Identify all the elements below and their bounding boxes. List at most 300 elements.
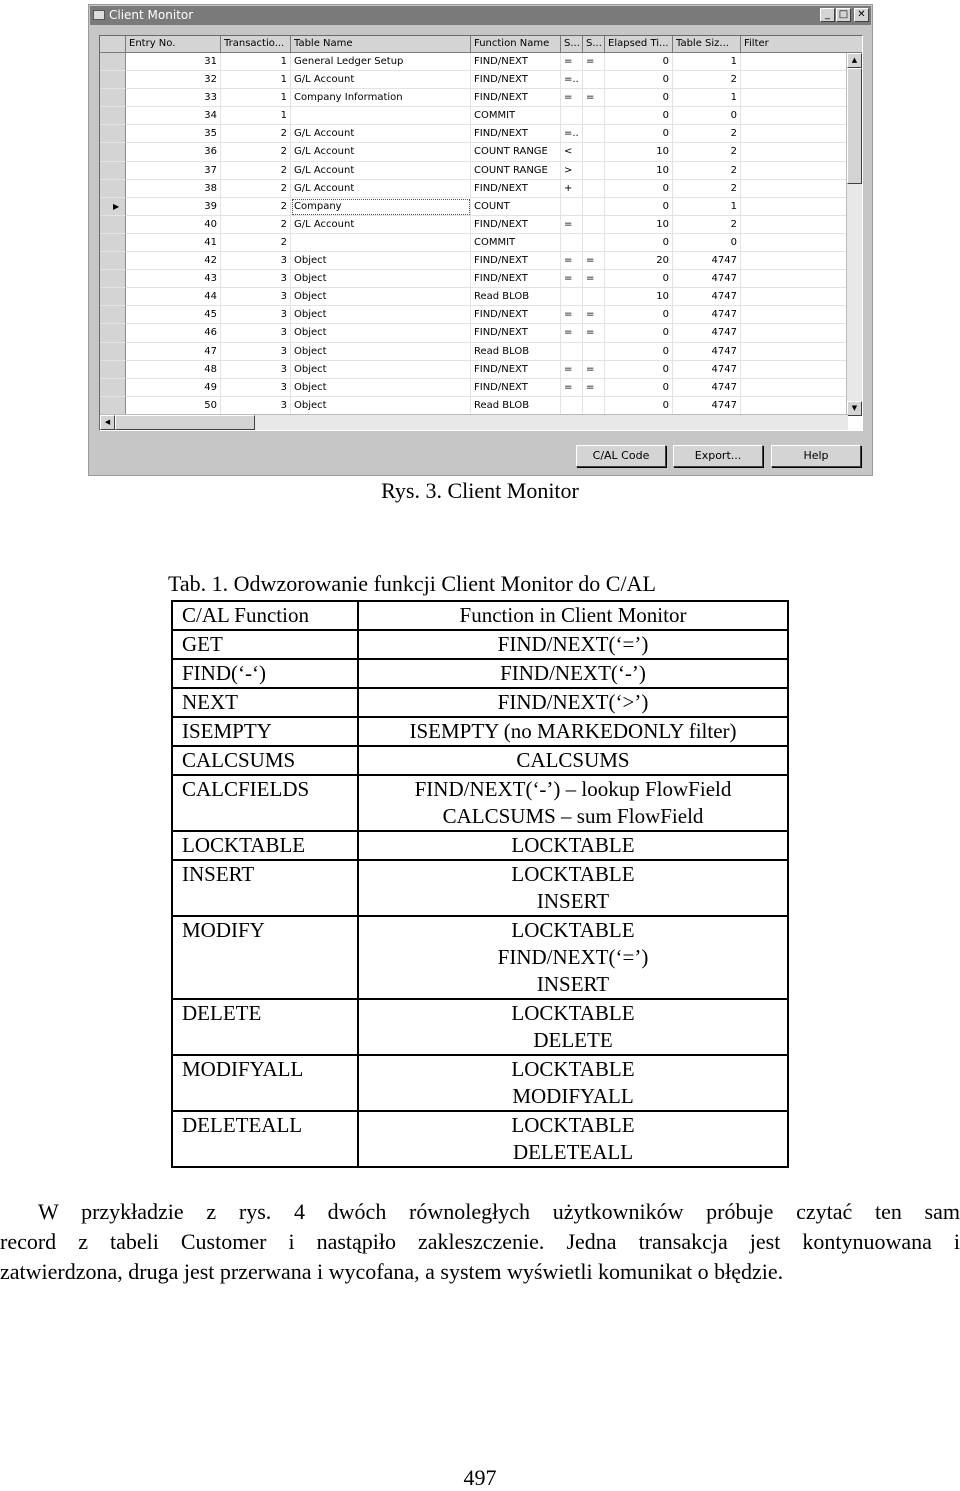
table-cell[interactable]: FIND/NEXT	[471, 180, 561, 198]
table-cell[interactable]: 48	[126, 361, 221, 379]
window-title: Client Monitor	[109, 8, 194, 22]
table-cell[interactable]: 46	[126, 324, 221, 342]
table-cell[interactable]: 2	[221, 198, 291, 216]
table-row[interactable]	[100, 288, 863, 306]
table-cell[interactable]	[741, 143, 863, 161]
table-cell[interactable]: 0	[605, 343, 673, 361]
table-cell[interactable]: 2	[673, 216, 741, 234]
table-cell[interactable]: =	[583, 306, 605, 324]
table-cell[interactable]: Company Information	[291, 89, 471, 107]
scroll-up-icon[interactable]: ▲	[847, 53, 862, 68]
column-header[interactable]: Filter	[741, 36, 863, 53]
row-selector[interactable]	[100, 288, 126, 306]
table-cell[interactable]	[741, 306, 863, 324]
table-cell[interactable]: 47	[126, 343, 221, 361]
scroll-left-icon[interactable]: ◀	[100, 415, 115, 430]
window-app-icon	[93, 10, 105, 20]
table-cell[interactable]	[583, 180, 605, 198]
table-cell[interactable]	[741, 343, 863, 361]
table-cell[interactable]: FIND/NEXT	[471, 125, 561, 143]
table-cell[interactable]: =	[561, 270, 583, 288]
table-cell[interactable]: Object	[291, 288, 471, 306]
table-cell[interactable]: 4747	[673, 324, 741, 342]
table-cell[interactable]: 4747	[673, 270, 741, 288]
table-cell[interactable]: 34	[126, 107, 221, 125]
paragraph-line: zatwierdzona, druga jest przerwana i wycofana, a system wyświetli komunikat o błędzie.	[0, 1259, 784, 1284]
scroll-down-icon[interactable]: ▼	[847, 401, 862, 416]
table-cell[interactable]: 2	[673, 125, 741, 143]
table-cell[interactable]	[741, 53, 863, 71]
mapping-row	[172, 746, 788, 775]
cal-function-cell: INSERT	[172, 860, 358, 916]
table-cell[interactable]: 10	[605, 288, 673, 306]
table-cell[interactable]	[741, 397, 863, 415]
table-cell[interactable]: +	[561, 180, 583, 198]
client-monitor-function: FIND/NEXT(‘=’)	[497, 632, 649, 656]
table-cell[interactable]: 2	[673, 143, 741, 161]
client-monitor-cell	[358, 775, 788, 831]
table-cell[interactable]: 50	[126, 397, 221, 415]
table-row[interactable]	[100, 143, 863, 161]
table-cell[interactable]	[741, 180, 863, 198]
table-cell[interactable]: 32	[126, 71, 221, 89]
row-selector[interactable]	[100, 107, 126, 125]
table-cell[interactable]	[291, 234, 471, 252]
table-cell[interactable]	[741, 125, 863, 143]
table-cell[interactable]: 1	[221, 89, 291, 107]
row-selector[interactable]	[100, 361, 126, 379]
table-cell[interactable]	[741, 71, 863, 89]
cal-function-cell: CALCSUMS	[172, 746, 358, 775]
row-selector[interactable]	[100, 306, 126, 324]
table-cell[interactable]: G/L Account	[291, 71, 471, 89]
table-cell[interactable]: 37	[126, 162, 221, 180]
table-cell[interactable]: =	[561, 306, 583, 324]
table-cell[interactable]: =	[583, 89, 605, 107]
table-row[interactable]	[100, 234, 863, 252]
table-cell[interactable]: 1	[673, 198, 741, 216]
table-row[interactable]	[100, 324, 863, 342]
maximize-icon[interactable]: □	[836, 8, 851, 22]
table-cell[interactable]	[583, 198, 605, 216]
paragraph-line: record z tabeli Customer i nastąpiło zakleszczenie. Jedna transakcja jest kontynuowana i	[0, 1229, 960, 1254]
grid-body	[100, 53, 863, 415]
header-client-monitor: Function in Client Monitor	[358, 601, 788, 630]
entries-grid[interactable]	[99, 35, 863, 431]
table-cell[interactable]	[583, 143, 605, 161]
table-cell[interactable]: 0	[605, 379, 673, 397]
table-cell[interactable]: =	[583, 252, 605, 270]
minimize-icon[interactable]: _	[820, 8, 835, 22]
table-cell[interactable]	[583, 397, 605, 415]
table-cell[interactable]: COMMIT	[471, 107, 561, 125]
table-cell[interactable]: =	[583, 53, 605, 71]
row-selector[interactable]	[100, 252, 126, 270]
table-cell[interactable]: Object	[291, 397, 471, 415]
table-cell[interactable]: 2	[221, 234, 291, 252]
grid-corner	[100, 36, 126, 53]
client-monitor-function: LOCKTABLE	[511, 1001, 635, 1025]
cal-function-cell: DELETEALL	[172, 1111, 358, 1167]
client-monitor-cell	[358, 746, 788, 775]
row-selector[interactable]	[100, 216, 126, 234]
table-cell[interactable]: Object	[291, 343, 471, 361]
window-titlebar[interactable]	[90, 6, 871, 25]
table-cell[interactable]: =	[561, 361, 583, 379]
table-cell[interactable]: Object	[291, 252, 471, 270]
client-monitor-function: MODIFYALL	[512, 1084, 634, 1108]
table-cell[interactable]	[561, 234, 583, 252]
table-cell[interactable]: 20	[605, 252, 673, 270]
table-cell[interactable]: 3	[221, 288, 291, 306]
table-row[interactable]	[100, 306, 863, 324]
table-cell[interactable]: =	[583, 324, 605, 342]
row-selector[interactable]	[100, 125, 126, 143]
table-cell[interactable]	[561, 343, 583, 361]
mapping-row	[172, 659, 788, 688]
client-monitor-function: LOCKTABLE	[511, 1113, 635, 1137]
table-cell[interactable]: COUNT	[471, 198, 561, 216]
table-cell[interactable]: FIND/NEXT	[471, 252, 561, 270]
table-cell[interactable]: 2	[673, 162, 741, 180]
client-monitor-window	[88, 4, 873, 476]
cal-function-cell: MODIFY	[172, 916, 358, 999]
mapping-row	[172, 831, 788, 860]
row-selector[interactable]	[100, 162, 126, 180]
table-cell[interactable]: 3	[221, 306, 291, 324]
table-cell[interactable]: 0	[605, 234, 673, 252]
table-cell[interactable]: <	[561, 143, 583, 161]
table-cell[interactable]	[583, 288, 605, 306]
grid-header	[100, 36, 863, 53]
table-cell[interactable]: FIND/NEXT	[471, 89, 561, 107]
table-row[interactable]	[100, 361, 863, 379]
client-monitor-cell	[358, 999, 788, 1055]
table-row[interactable]	[100, 270, 863, 288]
export-button[interactable]: Export...	[673, 445, 763, 467]
table-cell[interactable]: 0	[673, 107, 741, 125]
table-cell[interactable]	[741, 379, 863, 397]
client-monitor-cell	[358, 688, 788, 717]
mapping-table	[171, 600, 789, 1168]
column-header[interactable]: Table Siz...	[673, 36, 741, 53]
table-cell[interactable]: 4747	[673, 397, 741, 415]
table-cell[interactable]: 4747	[673, 288, 741, 306]
table-cell[interactable]: 0	[605, 89, 673, 107]
table-cell[interactable]: Object	[291, 379, 471, 397]
table-cell[interactable]: =	[561, 89, 583, 107]
mapping-table-header	[172, 601, 788, 630]
table-cell[interactable]	[561, 288, 583, 306]
table-cell[interactable]: General Ledger Setup	[291, 53, 471, 71]
table-cell[interactable]: 2	[221, 125, 291, 143]
client-monitor-cell	[358, 1111, 788, 1167]
table-cell[interactable]: G/L Account	[291, 143, 471, 161]
table-cell[interactable]: FIND/NEXT	[471, 324, 561, 342]
table-cell[interactable]: G/L Account	[291, 125, 471, 143]
table-cell[interactable]: 0	[605, 306, 673, 324]
cal-function-cell: CALCFIELDS	[172, 775, 358, 831]
table-cell[interactable]: 4747	[673, 361, 741, 379]
table-cell[interactable]	[291, 107, 471, 125]
table-row[interactable]	[100, 71, 863, 89]
table-cell[interactable]: 0	[605, 198, 673, 216]
table-cell[interactable]: G/L Account	[291, 216, 471, 234]
column-header[interactable]: S...	[561, 36, 583, 53]
table-cell[interactable]: =	[583, 379, 605, 397]
table-cell[interactable]	[583, 71, 605, 89]
table-cell[interactable]: 1	[221, 71, 291, 89]
table-cell[interactable]: 0	[605, 270, 673, 288]
table-cell[interactable]: COMMIT	[471, 234, 561, 252]
cal-code-button[interactable]: C/AL Code	[576, 445, 666, 467]
table-cell[interactable]: 3	[221, 270, 291, 288]
table-cell[interactable]: Object	[291, 361, 471, 379]
table-cell[interactable]: 39	[126, 198, 221, 216]
table-cell[interactable]: 44	[126, 288, 221, 306]
table-cell[interactable]: 3	[221, 324, 291, 342]
table-cell[interactable]: =..	[561, 71, 583, 89]
cal-function-cell: FIND(‘-‘)	[172, 659, 358, 688]
table-row[interactable]	[100, 252, 863, 270]
column-header[interactable]: Elapsed Ti...	[605, 36, 673, 53]
table-cell[interactable]: 36	[126, 143, 221, 161]
table-cell[interactable]: =	[583, 270, 605, 288]
table-cell[interactable]: 41	[126, 234, 221, 252]
client-monitor-function: INSERT	[536, 972, 610, 996]
table-cell[interactable]: 2	[221, 216, 291, 234]
table-row[interactable]	[100, 53, 863, 71]
client-monitor-function: FIND/NEXT(‘=’)	[497, 945, 649, 969]
table-cell[interactable]: FIND/NEXT	[471, 361, 561, 379]
table-cell[interactable]	[561, 107, 583, 125]
table-cell[interactable]	[741, 162, 863, 180]
client-monitor-function: DELETEALL	[512, 1140, 634, 1164]
table-cell[interactable]	[561, 198, 583, 216]
table-cell[interactable]: =	[561, 379, 583, 397]
table-cell[interactable]	[741, 361, 863, 379]
table-cell[interactable]: =	[561, 324, 583, 342]
table-cell[interactable]: 4747	[673, 306, 741, 324]
table-cell[interactable]: 3	[221, 397, 291, 415]
table-cell[interactable]	[741, 107, 863, 125]
client-monitor-function: LOCKTABLE	[511, 1057, 635, 1081]
table-cell[interactable]: 33	[126, 89, 221, 107]
table-cell[interactable]: Object	[291, 270, 471, 288]
table-row[interactable]	[100, 89, 863, 107]
table-cell[interactable]: 3	[221, 379, 291, 397]
table-cell[interactable]: 4747	[673, 252, 741, 270]
table-cell[interactable]: COUNT RANGE	[471, 162, 561, 180]
table-row[interactable]	[100, 198, 863, 216]
table-cell[interactable]	[583, 216, 605, 234]
table-cell[interactable]: COUNT RANGE	[471, 143, 561, 161]
table-cell[interactable]: 45	[126, 306, 221, 324]
cal-function-cell: DELETE	[172, 999, 358, 1055]
table-row[interactable]	[100, 343, 863, 361]
horizontal-scrollbar[interactable]	[100, 414, 848, 430]
table-cell[interactable]: 2	[221, 162, 291, 180]
table-cell[interactable]: FIND/NEXT	[471, 216, 561, 234]
table-cell[interactable]: 0	[605, 53, 673, 71]
table-cell[interactable]: Company	[291, 198, 471, 216]
page-number: 497	[463, 1465, 497, 1490]
table-cell[interactable]: 49	[126, 379, 221, 397]
table-cell[interactable]: 4747	[673, 379, 741, 397]
client-monitor-cell	[358, 630, 788, 659]
column-header[interactable]: S...	[583, 36, 605, 53]
table-cell[interactable]: 2	[221, 143, 291, 161]
table-cell[interactable]: 2	[673, 180, 741, 198]
client-monitor-cell	[358, 659, 788, 688]
table-row[interactable]	[100, 379, 863, 397]
table-cell[interactable]: 31	[126, 53, 221, 71]
table-row[interactable]	[100, 180, 863, 198]
table-cell[interactable]: 10	[605, 162, 673, 180]
client-monitor-function: DELETE	[533, 1028, 613, 1052]
table-cell[interactable]	[741, 324, 863, 342]
client-monitor-function: ISEMPTY (no MARKEDONLY filter)	[409, 719, 737, 743]
figure-caption: Rys. 3. Client Monitor	[381, 478, 579, 503]
table-cell[interactable]: Object	[291, 324, 471, 342]
table-cell[interactable]: 0	[605, 324, 673, 342]
table-cell[interactable]: G/L Account	[291, 162, 471, 180]
mapping-row	[172, 860, 788, 916]
table-cell[interactable]: Read BLOB	[471, 397, 561, 415]
table-cell[interactable]	[741, 252, 863, 270]
client-monitor-function: LOCKTABLE	[511, 918, 635, 942]
table-cell[interactable]: =	[561, 252, 583, 270]
table-cell[interactable]: G/L Account	[291, 180, 471, 198]
client-monitor-cell	[358, 1055, 788, 1111]
client-monitor-cell	[358, 717, 788, 746]
table-cell[interactable]	[741, 270, 863, 288]
table-cell[interactable]: 0	[673, 234, 741, 252]
table-cell[interactable]	[583, 343, 605, 361]
table-cell[interactable]: 0	[605, 397, 673, 415]
table-cell[interactable]: =	[583, 361, 605, 379]
table-cell[interactable]: 1	[221, 107, 291, 125]
table-cell[interactable]: FIND/NEXT	[471, 379, 561, 397]
body-paragraph	[0, 1197, 960, 1287]
table-row[interactable]	[100, 125, 863, 143]
table-cell[interactable]	[583, 107, 605, 125]
table-cell[interactable]: 0	[605, 361, 673, 379]
cal-function-cell: ISEMPTY	[172, 717, 358, 746]
vertical-scroll-thumb[interactable]	[847, 68, 862, 184]
table-cell[interactable]: 38	[126, 180, 221, 198]
close-icon[interactable]: ✕	[854, 8, 869, 22]
table-cell[interactable]: 1	[673, 53, 741, 71]
table-cell[interactable]: 0	[605, 180, 673, 198]
client-monitor-function: CALCSUMS – sum FlowField	[442, 804, 704, 828]
column-header[interactable]: Function Name	[471, 36, 561, 53]
table-cell[interactable]: 0	[605, 71, 673, 89]
current-row-indicator-icon[interactable]	[100, 198, 126, 216]
cal-function-cell: LOCKTABLE	[172, 831, 358, 860]
table-row[interactable]	[100, 397, 863, 415]
row-selector[interactable]	[100, 71, 126, 89]
client-monitor-function: FIND/NEXT(‘-’) – lookup FlowField	[414, 777, 732, 801]
table-title: Tab. 1. Odwzorowanie funkcji Client Monitor do C/AL	[168, 571, 656, 596]
paragraph-line: W przykładzie z rys. 4 dwóch równoległych użytkowników próbuje czytać ten sam	[38, 1199, 960, 1224]
column-header[interactable]: Table Name	[291, 36, 471, 53]
row-selector[interactable]	[100, 180, 126, 198]
table-cell[interactable]: 0	[605, 125, 673, 143]
table-cell[interactable]: >	[561, 162, 583, 180]
table-cell[interactable]: 2	[221, 180, 291, 198]
row-selector[interactable]	[100, 234, 126, 252]
row-selector[interactable]	[100, 53, 126, 71]
table-cell[interactable]: Read BLOB	[471, 288, 561, 306]
row-selector[interactable]	[100, 89, 126, 107]
mapping-row	[172, 688, 788, 717]
table-cell[interactable]: 35	[126, 125, 221, 143]
row-selector[interactable]	[100, 379, 126, 397]
column-header[interactable]: Transactio...	[221, 36, 291, 53]
table-cell[interactable]: 42	[126, 252, 221, 270]
table-row[interactable]	[100, 216, 863, 234]
table-cell[interactable]: 10	[605, 143, 673, 161]
table-cell[interactable]	[583, 234, 605, 252]
table-cell[interactable]: 3	[221, 343, 291, 361]
help-button[interactable]: Help	[771, 445, 861, 467]
table-cell[interactable]	[583, 125, 605, 143]
table-cell[interactable]: 0	[605, 107, 673, 125]
table-cell[interactable]: 1	[673, 89, 741, 107]
column-header[interactable]: Entry No.	[126, 36, 221, 53]
table-cell[interactable]	[741, 89, 863, 107]
row-selector[interactable]	[100, 143, 126, 161]
table-cell[interactable]: =..	[561, 125, 583, 143]
table-cell[interactable]	[561, 397, 583, 415]
table-cell[interactable]: 3	[221, 361, 291, 379]
table-cell[interactable]	[741, 198, 863, 216]
table-row[interactable]	[100, 107, 863, 125]
table-cell[interactable]	[741, 288, 863, 306]
table-cell[interactable]: 4747	[673, 343, 741, 361]
cal-function-cell: NEXT	[172, 688, 358, 717]
client-monitor-function: FIND/NEXT(‘>’)	[497, 690, 649, 714]
vertical-scrollbar[interactable]	[846, 53, 862, 416]
horizontal-scroll-thumb[interactable]	[115, 415, 255, 430]
table-cell[interactable]: FIND/NEXT	[471, 53, 561, 71]
row-selector[interactable]	[100, 343, 126, 361]
client-monitor-cell	[358, 831, 788, 860]
table-cell[interactable]: FIND/NEXT	[471, 71, 561, 89]
table-cell[interactable]: 43	[126, 270, 221, 288]
table-cell[interactable]: FIND/NEXT	[471, 270, 561, 288]
row-selector[interactable]	[100, 324, 126, 342]
row-selector[interactable]	[100, 397, 126, 415]
table-cell[interactable]: FIND/NEXT	[471, 306, 561, 324]
table-cell[interactable]	[583, 162, 605, 180]
table-cell[interactable]: =	[561, 53, 583, 71]
table-cell[interactable]: =	[561, 216, 583, 234]
table-cell[interactable]: Object	[291, 306, 471, 324]
client-monitor-function: FIND/NEXT(‘-’)	[500, 661, 646, 685]
table-cell[interactable]: 10	[605, 216, 673, 234]
table-cell[interactable]: Read BLOB	[471, 343, 561, 361]
table-cell[interactable]: 2	[673, 71, 741, 89]
table-cell[interactable]: 1	[221, 53, 291, 71]
table-cell[interactable]	[741, 216, 863, 234]
row-selector[interactable]	[100, 270, 126, 288]
table-cell[interactable]: 40	[126, 216, 221, 234]
table-cell[interactable]	[741, 234, 863, 252]
table-cell[interactable]: 3	[221, 252, 291, 270]
table-row[interactable]	[100, 162, 863, 180]
